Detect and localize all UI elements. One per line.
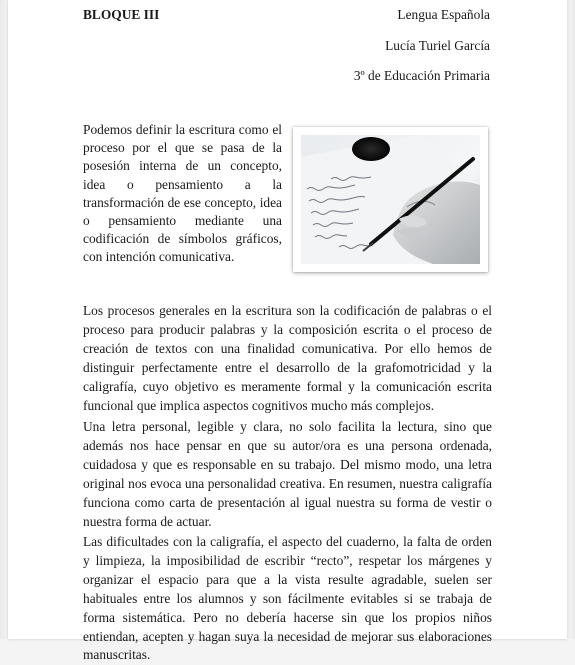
viewer-margin-left	[0, 0, 8, 639]
block-title: BLOQUE III	[83, 7, 160, 22]
writing-photo	[293, 127, 488, 272]
viewer-margin-right	[567, 0, 575, 639]
paragraph-personal-handwriting: Una letra personal, legible y clara, no solo facilita la lectura, sino que además nos hace pensar en que su autor/ora es una persona ordenada, cuidadosa y que es responsable en su trabajo. Del mismo modo, una letra original nos evoca una personalidad creativa. En resumen, nuestra caligrafía funciona como carta de presentación al igual nuestra su forma de vestir o nuestra forma de actuar.	[83, 419, 492, 529]
subject-label: Lengua Española	[397, 7, 490, 22]
hand-writing-with-pen-photo	[301, 135, 480, 264]
author-name: Lucía Turiel García	[385, 38, 490, 53]
paragraph-processes: Los procesos generales en la escritura son la codificación de palabras o el proceso para producir palabras y la composición escrita o el proceso de creación de textos con una finalidad comunicativa. Por ello hemos de distinguir perfectamente entre el desarrollo de la grafomotricidad y la caligrafía, cuyo objetivo es meramente formal y la comunicación escrita funcional que implica aspectos cognitivos mucho más complejos.	[83, 303, 492, 413]
intro-paragraph: Podemos definir la escritura como el proceso por el que se pasa de la posesión interna de un concepto, idea o pensamiento a la transformación de ese concepto, idea o pensamiento mediante una codificación de símbolos gráficos, con intención comunicativa.	[83, 122, 282, 265]
paragraph-difficulties: Las dificultades con la caligrafía, el aspecto del cuaderno, la falta de orden y limpieza, la imposibilidad de escribir “recto”, respetar los márgenes y organizar el espacio para que a la vista resulte agradable, suelen ser habituales entre los alumnos y son fácilmente evitables si se trabaja de forma sistemática. Pero no debería hacerse sin que los propios niños entiendan, acepten y hagan suya la necesidad de mejorar sus elaboraciones manuscritas.	[83, 534, 492, 663]
grade-label: 3º de Educación Primaria	[353, 68, 490, 83]
